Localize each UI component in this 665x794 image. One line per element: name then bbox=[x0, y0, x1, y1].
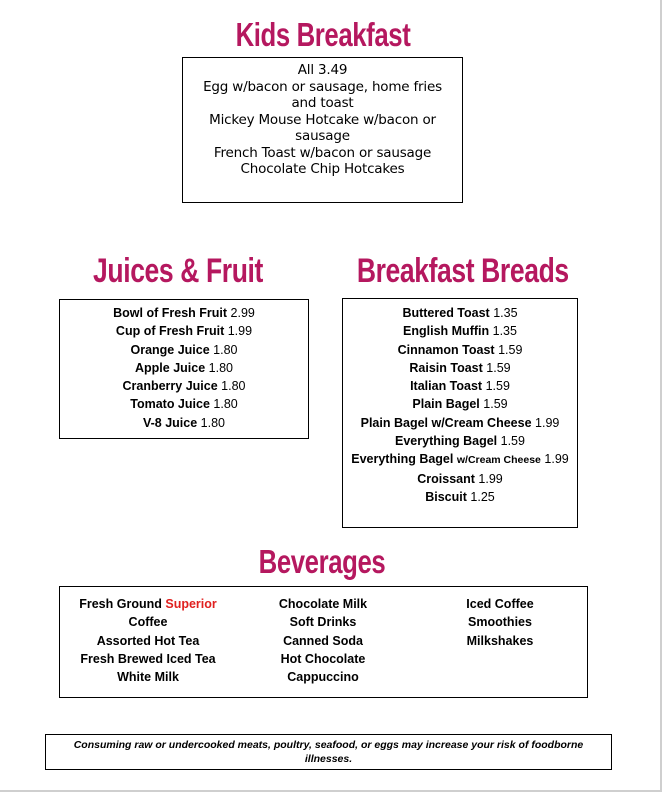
menu-item: Apple Juice 1.80 bbox=[135, 360, 233, 375]
food-safety-notice bbox=[45, 734, 612, 770]
kids-breakfast-box bbox=[182, 57, 463, 203]
beverage-item: Canned Soda bbox=[283, 633, 363, 648]
menu-item: Bowl of Fresh Fruit 2.99 bbox=[113, 306, 255, 320]
kids-line: sausage bbox=[295, 128, 350, 144]
menu-item: Everything Bagel 1.59 bbox=[395, 434, 525, 449]
notice-line: Consuming raw or undercooked meats, poultry, seafood, or eggs may increase your risk of foodborne bbox=[73, 739, 584, 751]
menu-item: Plain Bagel w/Cream Cheese 1.99 bbox=[360, 415, 560, 430]
kids-line: All 3.49 bbox=[297, 62, 348, 78]
breakfast-breads-box bbox=[342, 298, 578, 528]
kids-line: and toast bbox=[291, 95, 354, 111]
menu-item: Plain Bagel 1.59 bbox=[412, 397, 508, 412]
menu-item: Cranberry Juice 1.80 bbox=[122, 379, 246, 394]
beverages-column-2 bbox=[246, 595, 400, 686]
beverage-item: Hot Chocolate bbox=[280, 651, 366, 666]
menu-item: Cup of Fresh Fruit 1.99 bbox=[115, 324, 253, 339]
menu-item: Everything Bagel w/Cream Cheese 1.99 bbox=[351, 452, 569, 467]
menu-item: Croissant 1.99 bbox=[417, 471, 503, 486]
beverage-item: Assorted Hot Tea bbox=[96, 633, 200, 648]
menu-item: Cinnamon Toast 1.59 bbox=[397, 342, 523, 357]
beverage-item: Iced Coffee bbox=[466, 597, 534, 611]
menu-item: Raisin Toast 1.59 bbox=[409, 360, 511, 375]
beverage-item: Fresh Ground Superior bbox=[79, 597, 217, 611]
beverage-item: Smoothies bbox=[468, 615, 532, 630]
beverages-column-3 bbox=[442, 595, 558, 650]
menu-item: Orange Juice 1.80 bbox=[130, 342, 238, 357]
breakfast-breads-title: Breakfast Breads bbox=[356, 252, 569, 290]
kids-breakfast-title: Kids Breakfast bbox=[235, 16, 411, 53]
beverages-column-1 bbox=[60, 595, 236, 686]
beverage-item: Coffee bbox=[128, 615, 168, 630]
menu-item: Tomato Juice 1.80 bbox=[130, 397, 238, 412]
notice-line: illnesses. bbox=[304, 753, 353, 765]
beverages-title: Beverages bbox=[258, 543, 386, 580]
menu-item: Italian Toast 1.59 bbox=[410, 379, 510, 394]
menu-item: Buttered Toast 1.35 bbox=[402, 306, 518, 320]
beverages-box bbox=[59, 586, 588, 698]
juices-fruit-box bbox=[59, 299, 309, 439]
kids-line: French Toast w/bacon or sausage bbox=[213, 144, 432, 161]
menu-item: V-8 Juice 1.80 bbox=[142, 415, 226, 430]
beverage-item: Fresh Brewed Iced Tea bbox=[80, 651, 216, 666]
kids-line: Egg w/bacon or sausage, home fries bbox=[203, 78, 442, 95]
beverage-item: Cappuccino bbox=[287, 670, 359, 685]
beverage-item: White Milk bbox=[117, 670, 179, 685]
menu-item: Biscuit 1.25 bbox=[425, 489, 495, 504]
beverage-item: Soft Drinks bbox=[289, 615, 357, 630]
menu-item: English Muffin 1.35 bbox=[403, 324, 517, 339]
beverage-item: Chocolate Milk bbox=[278, 597, 368, 611]
beverage-item: Milkshakes bbox=[466, 633, 534, 648]
kids-line: Chocolate Chip Hotcakes bbox=[240, 161, 405, 177]
juices-fruit-title: Juices & Fruit bbox=[93, 252, 263, 290]
kids-line: Mickey Mouse Hotcake w/bacon or bbox=[209, 111, 436, 128]
